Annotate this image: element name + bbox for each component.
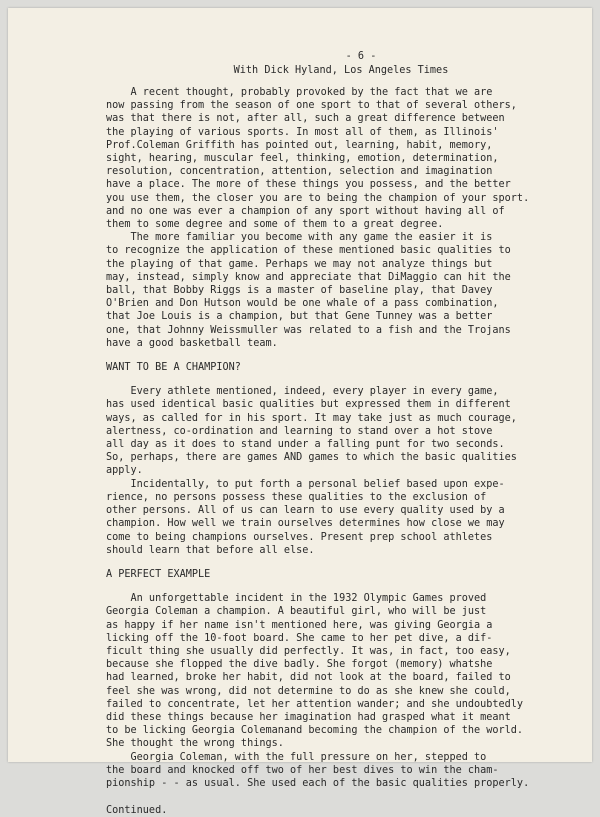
continued-note: Continued. (106, 805, 168, 817)
heading-want-to-be-a-champion: WANT TO BE A CHAMPION? (106, 362, 241, 374)
text-line: rience, no persons possess these qualities to the exclusion of (106, 491, 487, 503)
text-line: you use them, the closer you are to being the champion of your sport. (106, 192, 530, 204)
text-line: had learned, broke her habit, did not look at the board, failed to (106, 672, 511, 684)
page-number: - 6 - (345, 51, 377, 62)
text-line: ways, as called for in his sport. It may take just as much courage, (106, 412, 517, 424)
text-line: ficult thing she usually did perfectly. It was, in fact, too easy, (106, 645, 511, 657)
text-line: apply. (106, 465, 143, 477)
text-line: to recognize the application of these mentioned basic qualities to (106, 245, 511, 257)
text-line: other persons. All of us can learn to use every quality used by a (106, 505, 505, 517)
heading-a-perfect-example: A PERFECT EXAMPLE (106, 568, 211, 580)
text-line: have a place. The more of these things you possess, and the better (106, 179, 511, 191)
text-line: may, instead, simply know and appreciate that DiMaggio can hit the (106, 271, 511, 283)
text-line: one, that Johnny Weissmuller was related to a fish and the Trojans (106, 324, 511, 336)
text-line: alertness, co-ordination and learning to stand over a hot stove (106, 425, 493, 437)
section-champion (106, 385, 576, 557)
text-line: resolution, concentration, attention, selection and imagination (106, 166, 493, 178)
typed-text-block (106, 50, 576, 817)
text-line: did these things because her imagination had grasped what it meant (106, 711, 511, 723)
text-line: should learn that before all else. (106, 544, 315, 556)
document-page (8, 8, 592, 817)
text-line: feel she was wrong, did not determine to do as she knew she could, (106, 685, 511, 697)
section-example (106, 592, 576, 790)
text-line: as happy if her name isn't mentioned here, was giving Georgia a (106, 619, 493, 631)
text-line: licking off the 10-foot board. She came to her pet dive, a dif- (106, 632, 493, 644)
text-line: A recent thought, probably provoked by the fact that we are (106, 87, 493, 98)
text-line: to be licking Georgia Colemanand becoming the champion of the world. (106, 725, 524, 737)
text-line: all day as it does to stand under a falling punt for two seconds. (106, 439, 505, 451)
text-line: The more familiar you become with any game the easier it is (106, 232, 493, 244)
text-line: come to being champions ourselves. Present prep school athletes (106, 531, 493, 543)
text-line: O'Brien and Don Hutson would be one whale of a pass combination, (106, 298, 499, 310)
text-line: Prof.Coleman Griffith has pointed out, learning, habit, memory, (106, 139, 493, 151)
section-intro (106, 86, 576, 350)
text-line: that Joe Louis is a champion, but that Gene Tunney was a better (106, 311, 493, 323)
text-line: sight, hearing, muscular feel, thinking, emotion, determination, (106, 153, 499, 165)
text-line: have a good basketball team. (106, 337, 278, 349)
text-line: now passing from the season of one sport to that of several others, (106, 100, 517, 112)
text-line: Georgia Coleman, with the full pressure on her, stepped to (106, 751, 487, 763)
text-line: failed to concentrate, let her attention wander; and she undoubtedly (106, 698, 524, 710)
text-line: the playing of that game. Perhaps we may not analyze things but (106, 258, 493, 270)
text-line: Incidentally, to put forth a personal belief based upon expe- (106, 478, 505, 490)
text-line: them to some degree and some of them to a great degree. (106, 219, 444, 231)
text-line: She thought the wrong things. (106, 738, 284, 750)
text-line: the playing of various sports. In most all of them, as Illinois' (106, 126, 499, 138)
text-line: because she flopped the dive badly. She forgot (memory) whatshe (106, 659, 493, 671)
byline: With Dick Hyland, Los Angeles Times (233, 65, 449, 76)
text-line: the board and knocked off two of her best dives to win the cham- (106, 764, 499, 776)
text-line: Georgia Coleman a champion. A beautiful girl, who will be just (106, 606, 487, 618)
text-line: champion. How well we train ourselves determines how close we may (106, 518, 505, 530)
text-line: and no one was ever a champion of any sport without having all of (106, 205, 505, 217)
text-line: pionship - - as usual. She used each of the basic qualities properly. (106, 777, 530, 789)
text-line: has used identical basic qualities but expressed them in different (106, 399, 511, 411)
text-line: An unforgettable incident in the 1932 Olympic Games proved (106, 593, 487, 605)
text-line: ball, that Bobby Riggs is a master of baseline play, that Davey (106, 285, 493, 297)
text-line: Every athlete mentioned, indeed, every player in every game, (106, 386, 499, 398)
text-line: So, perhaps, there are games AND games to which the basic qualities (106, 452, 517, 464)
text-line: was that there is not, after all, such a great difference between (106, 113, 505, 125)
